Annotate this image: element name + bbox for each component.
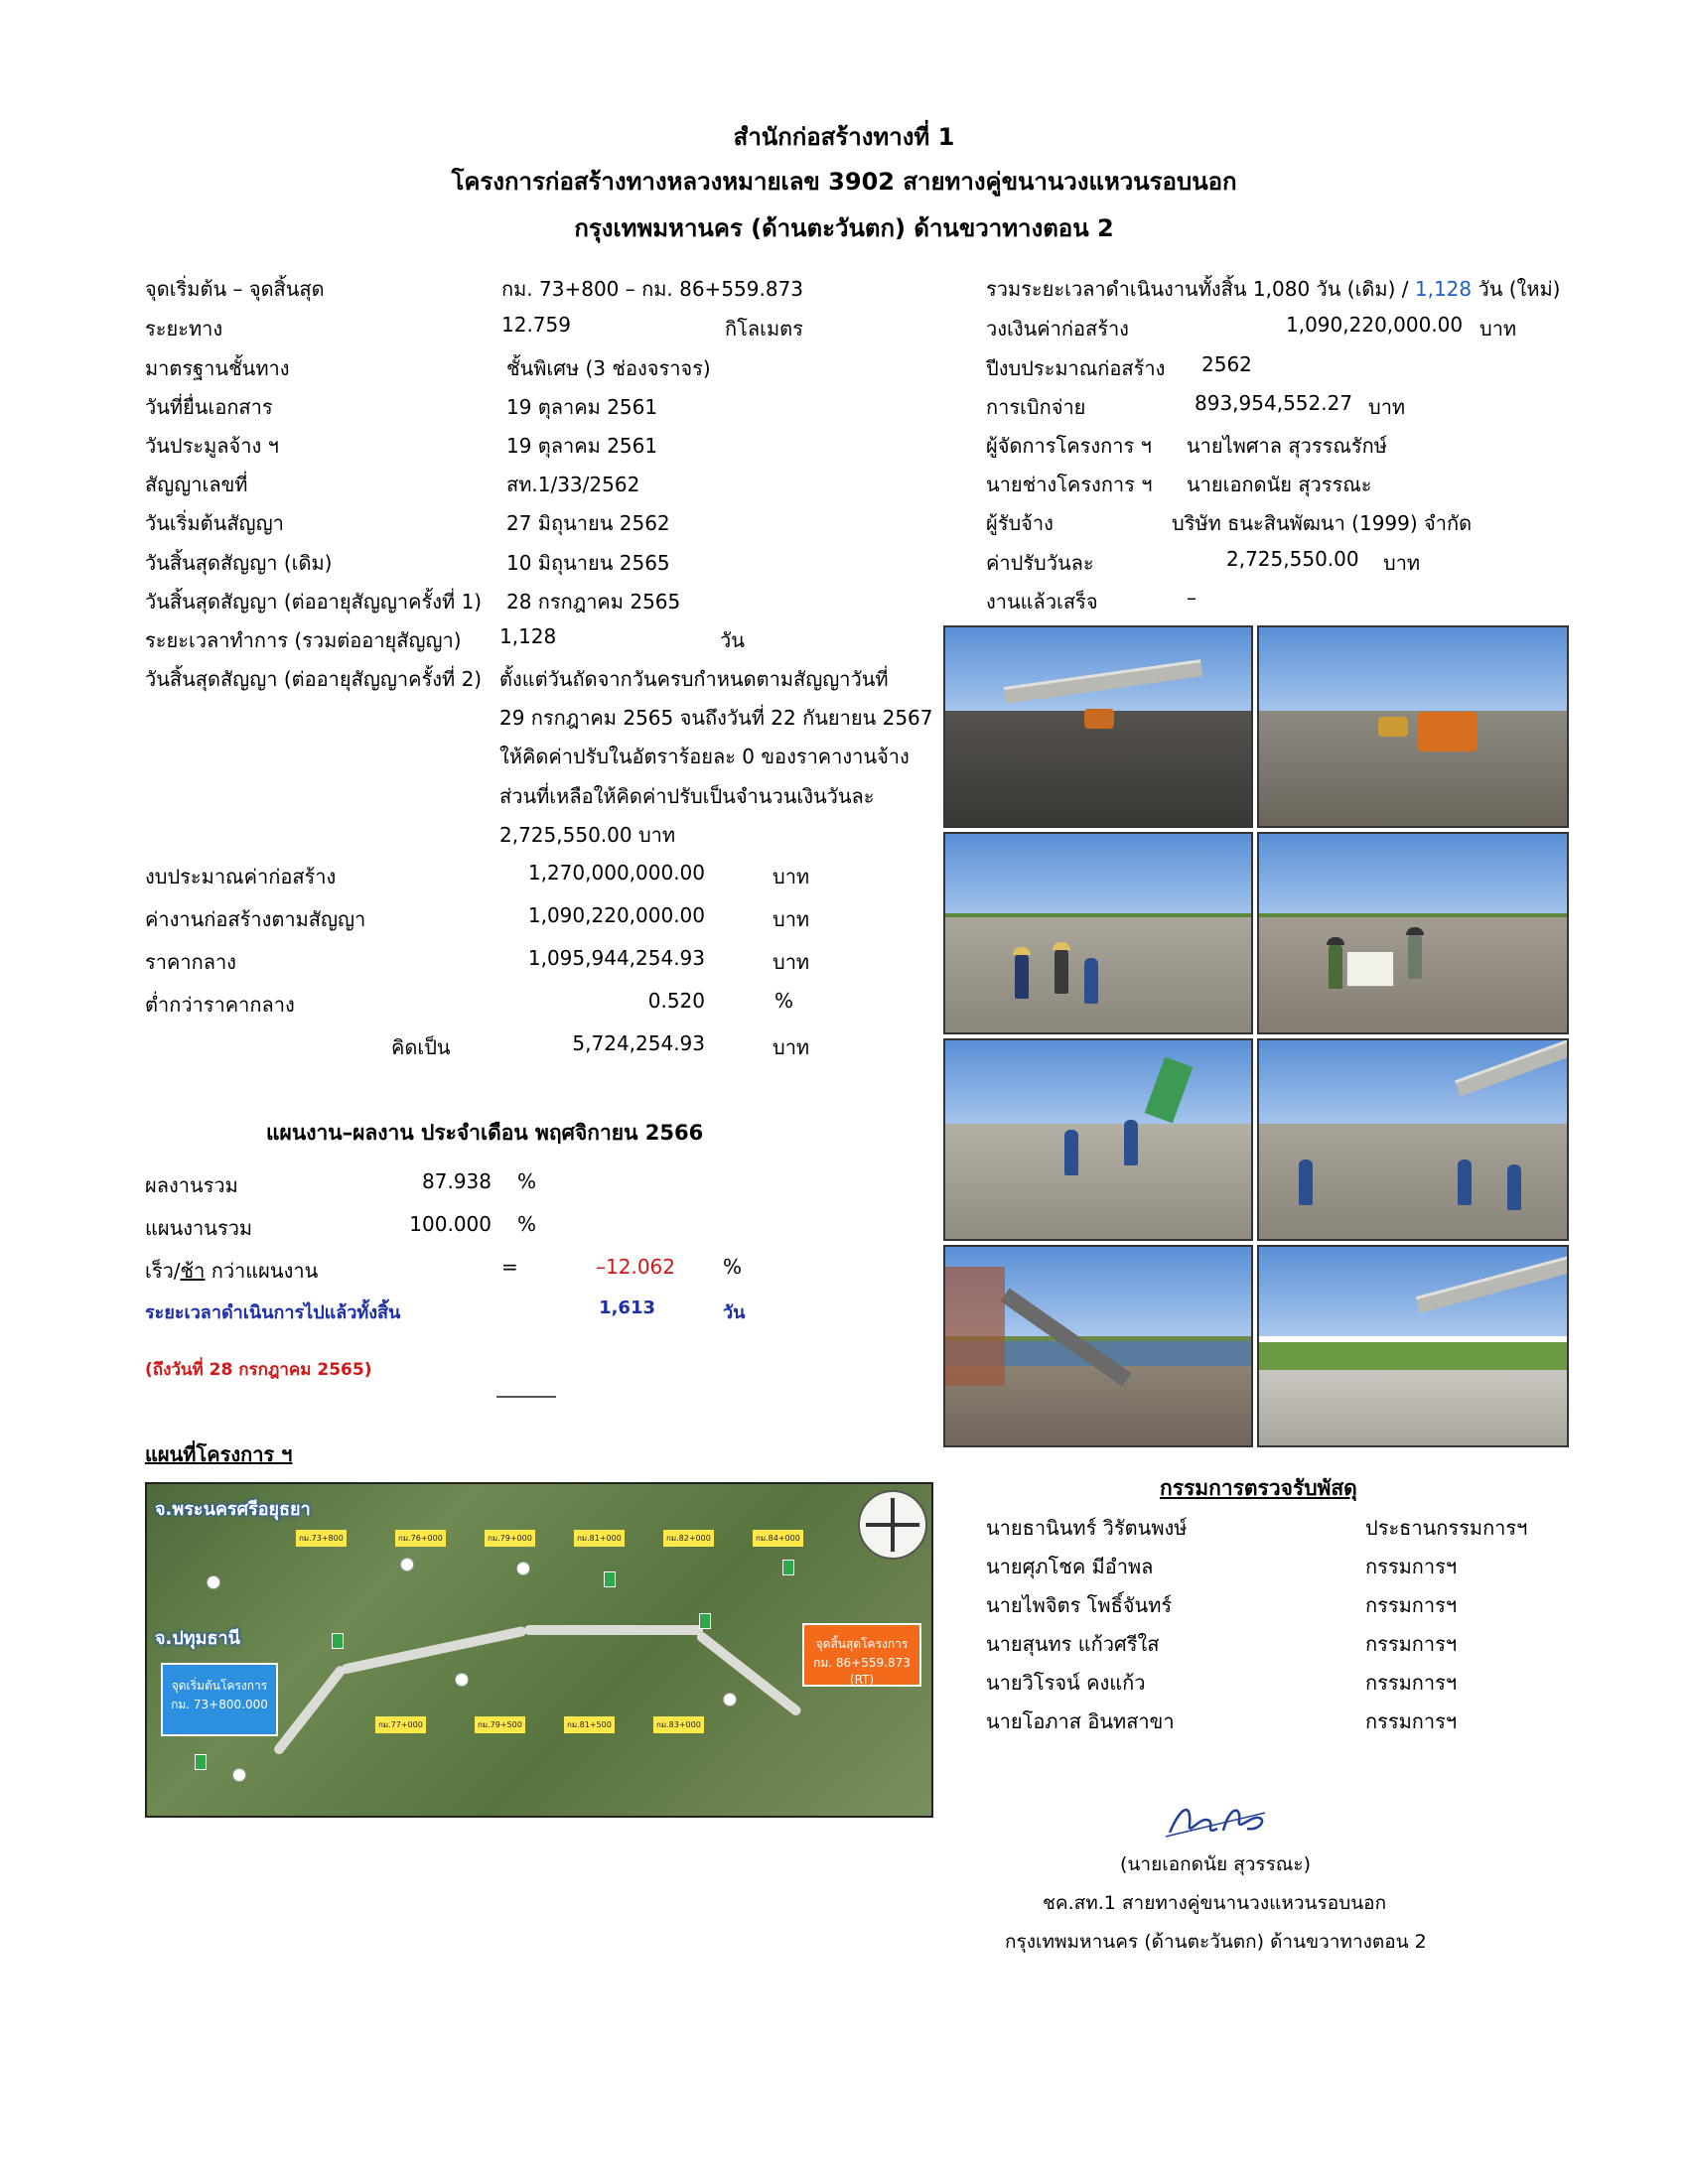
budget-label: คิดเป็น: [391, 1035, 451, 1059]
info-right-value: บริษัท ธนะสินพัฒนา (1999) จำกัด: [1172, 511, 1473, 535]
committee-name: นายวิโรจน์ คงแก้ว: [986, 1671, 1146, 1695]
info-right-value: นายเอกดนัย สุวรรณะ: [1187, 473, 1372, 496]
actual-unit: %: [517, 1169, 537, 1193]
divider: [496, 1396, 556, 1398]
project-map: จ.พระนครศรีอยุธยา จ.ปทุมธานี กม.73+800 กม.76+000 กม.79+000 กม.81+000 กม.82+000 กม.84+000 กม.77+000 กม.79+500 กม.81+500 กม.83+000 จุดเริ่มต้นโครงการ กม. 73+800.000 จุดสิ้นสุดโครงการ กม. 86+559.873 (RT): [145, 1482, 933, 1818]
budget-value: 5,724,254.93: [572, 1031, 705, 1055]
elapsed-value: 1,613: [599, 1297, 655, 1318]
info-right-value: นายไพศาล สุวรรณรักษ์: [1187, 434, 1387, 458]
info-right-label: ผู้จัดการโครงการ ฯ: [986, 434, 1152, 458]
info-label: ระยะทาง: [145, 317, 223, 341]
info-right-value: –: [1187, 586, 1196, 610]
info-right-label: ค่าปรับวันละ: [986, 551, 1094, 575]
info-value: กม. 73+800 – กม. 86+559.873: [501, 277, 804, 301]
progress-note: (ถึงวันที่ 28 กรกฎาคม 2565): [145, 1360, 372, 1380]
info-right-value: 1,090,220,000.00: [1286, 313, 1464, 337]
committee-name: นายไพจิตร โพธิ์จันทร์: [986, 1593, 1173, 1617]
budget-label: ค่างานก่อสร้างตามสัญญา: [145, 907, 366, 931]
signature-unit: กรุงเทพมหานคร (ด้านตะวันตก) ด้านขวาทางตอน 2: [1005, 1931, 1427, 1953]
extension2-line: ให้คิดค่าปรับในอัตราร้อยละ 0 ของราคางานจ้าง: [499, 745, 910, 768]
info-label: สัญญาเลขที่: [145, 473, 248, 496]
extension2-line: 29 กรกฎาคม 2565 จนถึงวันที่ 22 กันยายน 2567: [499, 706, 933, 730]
diff-equals: =: [501, 1255, 518, 1279]
plan-unit: %: [517, 1212, 537, 1236]
info-right-unit: บาท: [1479, 317, 1517, 341]
committee-role: กรรมการฯ: [1365, 1709, 1458, 1733]
budget-unit: บาท: [773, 865, 810, 888]
committee-name: นายธานินทร์ วิรัตนพงษ์: [986, 1516, 1188, 1540]
committee-name: นายสุนทร แก้วศรีใส: [986, 1632, 1160, 1656]
info-right-label: นายช่างโครงการ ฯ: [986, 473, 1153, 496]
map-end-marker: [802, 1623, 921, 1687]
info-value: 10 มิถุนายน 2565: [506, 551, 670, 575]
elapsed-label: ระยะเวลาดำเนินการไปแล้วทั้งสิ้น: [145, 1302, 401, 1323]
map-end-km: กม. 86+559.873 (RT): [813, 1656, 911, 1687]
budget-unit: บาท: [773, 950, 810, 974]
map-end-label: จุดสิ้นสุดโครงการ: [815, 1637, 909, 1651]
info-right-label: วงเงินค่าก่อสร้าง: [986, 317, 1129, 341]
committee-role: กรรมการฯ: [1365, 1593, 1458, 1617]
info-right-value: 2,725,550.00: [1226, 547, 1359, 571]
site-photo: [1257, 1245, 1569, 1447]
map-start-label: จุดเริ่มต้นโครงการ: [171, 1679, 268, 1693]
map-start-marker: [161, 1663, 278, 1736]
header-line-2: โครงการก่อสร้างทางหลวงหมายเลข 3902 สายทางคู่ขนานวงแหวนรอบนอก: [451, 168, 1237, 196]
budget-value: 0.520: [647, 989, 705, 1013]
committee-name: นายศุภโชค มีอำพล: [986, 1555, 1154, 1578]
committee-role: กรรมการฯ: [1365, 1555, 1458, 1578]
info-value: 1,128: [499, 624, 557, 648]
signature-image: [1162, 1795, 1271, 1844]
budget-unit: บาท: [773, 1035, 810, 1059]
extension2-label: วันสิ้นสุดสัญญา (ต่ออายุสัญญาครั้งที่ 2): [145, 667, 483, 691]
extension2-line: ส่วนที่เหลือให้คิดค่าปรับเป็นจำนวนเงินวันละ: [499, 784, 875, 808]
info-label: ระยะเวลาทำการ (รวมต่ออายุสัญญา): [145, 628, 462, 652]
compass-icon: [858, 1490, 927, 1560]
info-value: 28 กรกฎาคม 2565: [506, 590, 681, 614]
budget-value: 1,095,944,254.93: [527, 946, 705, 970]
info-right-label: ปีงบประมาณก่อสร้าง: [986, 356, 1166, 380]
duration-line: รวมระยะเวลาดำเนินงานทั้งสิ้น 1,080 วัน (เดิม) / 1,128 วัน (ใหม่): [986, 277, 1561, 301]
actual-value: 87.938: [422, 1169, 492, 1193]
committee-role: กรรมการฯ: [1365, 1671, 1458, 1695]
info-value: 19 ตุลาคม 2561: [506, 434, 658, 458]
budget-unit: บาท: [773, 907, 810, 931]
site-photo: [1257, 625, 1569, 828]
info-unit: กิโลเมตร: [725, 317, 803, 341]
info-value: 19 ตุลาคม 2561: [506, 395, 658, 419]
budget-label: ต่ำกว่าราคากลาง: [145, 993, 295, 1017]
diff-value: –12.062: [596, 1255, 675, 1279]
map-start-km: กม. 73+800.000: [171, 1698, 268, 1711]
progress-title: แผนงาน–ผลงาน ประจำเดือน พฤศจิกายน 2566: [266, 1121, 704, 1145]
budget-label: งบประมาณค่าก่อสร้าง: [145, 865, 337, 888]
info-right-value: 893,954,552.27: [1195, 391, 1353, 415]
site-photo: [1257, 1038, 1569, 1241]
map-heading: แผนที่โครงการ ฯ: [145, 1442, 293, 1466]
info-right-label: การเบิกจ่าย: [986, 395, 1086, 419]
info-right-unit: บาท: [1383, 551, 1421, 575]
duration-new: 1,128: [1414, 277, 1473, 301]
info-label: มาตรฐานชั้นทาง: [145, 356, 290, 380]
info-value: ชั้นพิเศษ (3 ช่องจราจร): [506, 356, 711, 380]
info-label: วันสิ้นสุดสัญญา (เดิม): [145, 551, 333, 575]
diff-label: เร็ว/ช้า กว่าแผนงาน: [145, 1259, 319, 1283]
info-value: 27 มิถุนายน 2562: [506, 511, 670, 535]
extension2-line: ตั้งแต่วันถัดจากวันครบกำหนดตามสัญญาวันที่: [499, 667, 889, 691]
header-line-3: กรุงเทพมหานคร (ด้านตะวันตก) ด้านขวาทางตอน 2: [574, 214, 1114, 242]
diff-unit: %: [723, 1255, 743, 1279]
info-value: สท.1/33/2562: [506, 473, 640, 496]
site-photo: [943, 1245, 1253, 1447]
budget-unit: %: [774, 989, 794, 1013]
budget-value: 1,090,220,000.00: [527, 903, 705, 927]
info-label: จุดเริ่มต้น – จุดสิ้นสุด: [145, 277, 325, 301]
committee-role: กรรมการฯ: [1365, 1632, 1458, 1656]
info-value: 12.759: [501, 313, 571, 337]
budget-label: ราคากลาง: [145, 950, 236, 974]
info-right-value: 2562: [1201, 352, 1252, 376]
info-right-label: ผู้รับจ้าง: [986, 511, 1054, 535]
site-photo: [943, 1038, 1253, 1241]
committee-name: นายโอภาส อินทสาขา: [986, 1709, 1175, 1733]
committee-role: ประธานกรรมการฯ: [1365, 1516, 1528, 1540]
info-label: วันสิ้นสุดสัญญา (ต่ออายุสัญญาครั้งที่ 1): [145, 590, 483, 614]
site-photo: [943, 832, 1253, 1034]
header-line-1: สำนักก่อสร้างทางที่ 1: [733, 123, 955, 151]
info-unit: วัน: [720, 628, 745, 652]
info-right-unit: บาท: [1368, 395, 1406, 419]
site-photo: [943, 625, 1253, 828]
map-province-label: จ.พระนครศรีอยุธยา: [155, 1499, 311, 1520]
committee-title: กรรมการตรวจรับพัสดุ: [1160, 1476, 1357, 1500]
site-photo: [1257, 832, 1569, 1034]
info-label: วันเริ่มต้นสัญญา: [145, 511, 284, 535]
info-label: วันที่ยื่นเอกสาร: [145, 395, 273, 419]
extension2-line: 2,725,550.00 บาท: [499, 823, 676, 847]
map-province-label: จ.ปทุมธานี: [155, 1628, 240, 1649]
plan-value: 100.000: [409, 1212, 492, 1236]
budget-value: 1,270,000,000.00: [527, 861, 705, 885]
actual-label: ผลงานรวม: [145, 1173, 238, 1197]
plan-label: แผนงานรวม: [145, 1216, 253, 1240]
signature-name: (นายเอกดนัย สุวรรณะ): [1120, 1853, 1312, 1875]
elapsed-unit: วัน: [723, 1302, 746, 1323]
signature-position: ชค.สท.1 สายทางคู่ขนานวงแหวนรอบนอก: [1043, 1892, 1387, 1914]
info-right-label: งานแล้วเสร็จ: [986, 590, 1098, 614]
info-label: วันประมูลจ้าง ฯ: [145, 434, 279, 458]
